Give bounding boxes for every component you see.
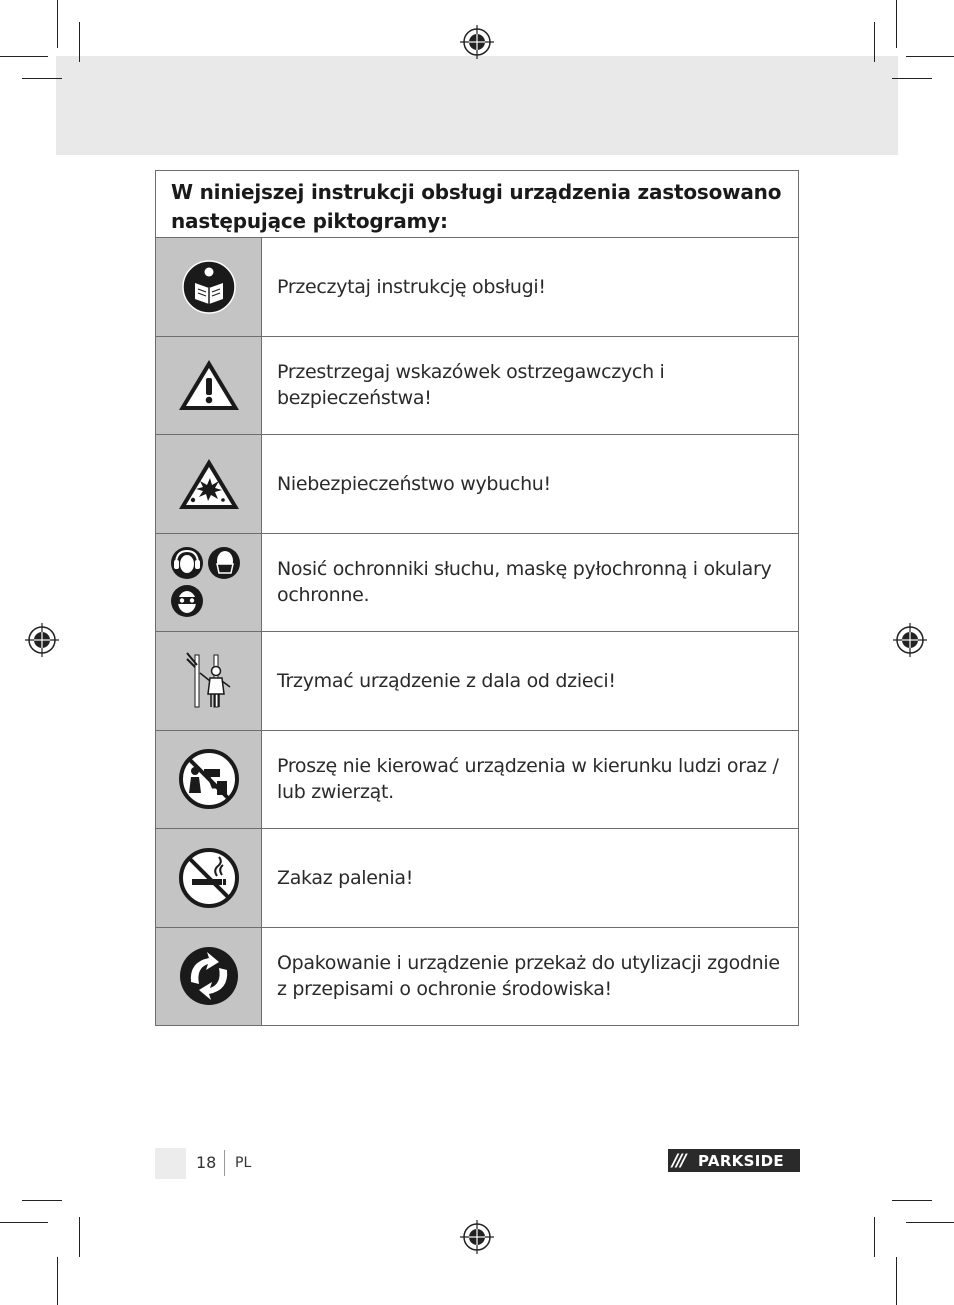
- crop-mark: [57, 1257, 58, 1305]
- header-band: [56, 56, 898, 155]
- page-number: 18: [196, 1153, 217, 1172]
- table-row: [156, 238, 798, 337]
- pictogram-description: Opakowanie i urządzenie przekaż do utylizacji zgodnie z przepisami o ochronie środowiska!: [277, 952, 780, 1000]
- read-manual-icon: [181, 259, 237, 315]
- crop-mark: [892, 78, 932, 79]
- pictogram-description: Nosić ochronniki słuchu, maskę pyłochronną i okulary ochronne.: [277, 558, 772, 607]
- registration-mark-icon: [460, 25, 494, 59]
- explosion-danger-icon: [177, 456, 241, 512]
- no-aiming-people-icon: [179, 749, 239, 809]
- table-row: [156, 928, 798, 1025]
- crop-mark: [57, 0, 58, 48]
- icon-cell: [156, 731, 262, 829]
- crop-mark: [22, 1200, 62, 1201]
- icon-cell: [156, 337, 262, 435]
- language-code: PL: [235, 1155, 252, 1171]
- pictogram-description: Niebezpieczeństwo wybuchu!: [277, 472, 551, 495]
- recycling-green-dot-icon: [179, 946, 239, 1006]
- pictogram-description: Proszę nie kierować urządzenia w kierunku ludzi oraz / lub zwierząt.: [277, 755, 779, 804]
- crop-mark: [896, 1257, 897, 1305]
- registration-mark-icon: [893, 623, 927, 657]
- table-row: [156, 829, 798, 928]
- icon-cell: [156, 829, 262, 927]
- ear-protection-icon: [170, 546, 204, 580]
- table-row: [156, 632, 798, 731]
- icon-cell: [156, 928, 262, 1025]
- table-row: [156, 337, 798, 436]
- crop-mark: [896, 0, 897, 48]
- table-row: [156, 731, 798, 830]
- pictogram-description: Trzymać urządzenie z dala od dzieci!: [277, 669, 616, 692]
- warning-triangle-icon: [177, 357, 241, 413]
- registration-mark-icon: [25, 623, 59, 657]
- icon-cell: [156, 435, 262, 533]
- no-smoking-icon: [179, 848, 239, 908]
- crop-mark: [874, 22, 875, 62]
- table-header: [156, 171, 798, 238]
- table-header-line1: W niniejszej instrukcji obsługi urządzenia zastosowano: [171, 180, 782, 204]
- crop-mark: [79, 1217, 80, 1257]
- pictogram-description: Przestrzegaj wskazówek ostrzegawczych i bezpieczeństwa!: [277, 361, 665, 410]
- dust-mask-icon: [207, 546, 241, 580]
- registration-mark-icon: [460, 1220, 494, 1254]
- footer-box: [155, 1148, 186, 1179]
- crop-mark: [892, 1200, 932, 1201]
- logo-text: PARKSIDE: [698, 1151, 784, 1170]
- safety-goggles-icon: [170, 584, 204, 618]
- keep-away-children-icon: [184, 651, 234, 711]
- table-header-line2: następujące piktogramy:: [171, 209, 448, 233]
- crop-mark: [0, 56, 48, 57]
- icon-cell: [156, 632, 262, 730]
- table-row: [156, 435, 798, 534]
- pictogram-description: Zakaz palenia!: [277, 866, 414, 889]
- logo-slashes: ///: [672, 1150, 685, 1171]
- crop-mark: [906, 1222, 954, 1223]
- footer-divider: [224, 1150, 225, 1176]
- table-row: [156, 534, 798, 633]
- crop-mark: [22, 78, 62, 79]
- crop-mark: [874, 1217, 875, 1257]
- pictogram-table: [155, 170, 799, 1026]
- crop-mark: [79, 22, 80, 62]
- crop-mark: [906, 56, 954, 57]
- crop-mark: [0, 1222, 48, 1223]
- icon-cell: [156, 534, 262, 632]
- pictogram-description: Przeczytaj instrukcję obsługi!: [277, 275, 546, 298]
- icon-cell: [156, 238, 262, 336]
- parkside-logo: [668, 1149, 800, 1172]
